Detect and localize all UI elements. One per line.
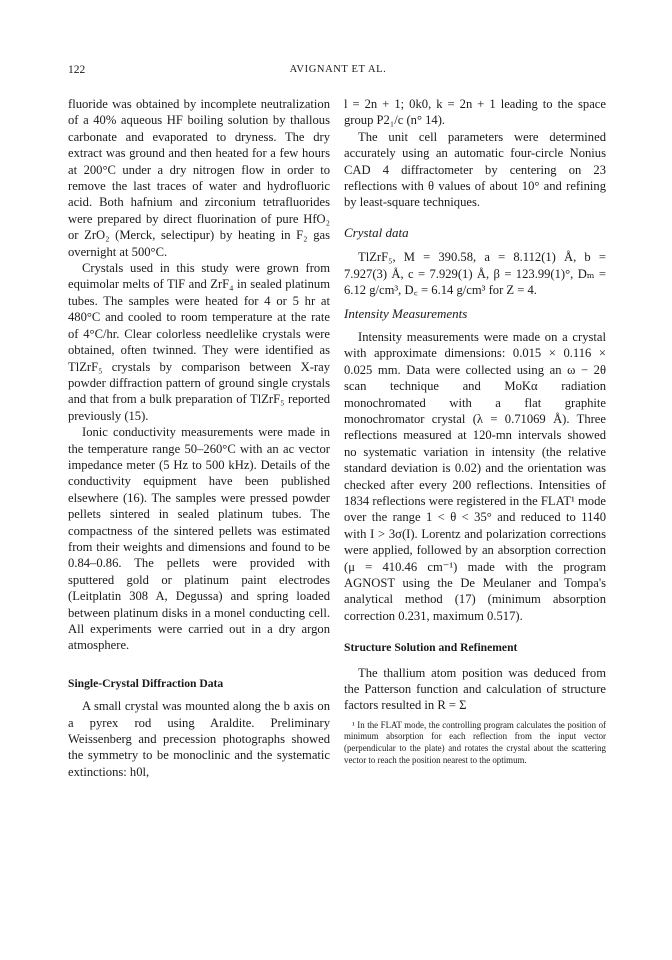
- right-column: [344, 96, 606, 766]
- paragraph-conductivity: Ionic conductivity measurements were made in the temperature range 50–260°C with an ac vector impedance meter (5 Hz to 500 kHz). Details of the conductivity equipment have been published elsewhere (16). The samples were pressed powder pellets sintered in sealed platinum tubes. The compactness of the sintered pellets was estimated from their weights and dimensions and found to be 0.84–0.86. The pellets were provided with sputtered gold or platinum paint electrodes (Leitplatin 308 A, Degussa) and spring loaded between platinum disks in a monel conducting cell. All experiments were carried out in a dry argon atmosphere.: [68, 425, 330, 653]
- paragraph-intensity: Intensity measurements were made on a crystal with approximate dimensions: 0.015 × 0.116 × 0.025 mm. Data were collected using an ω − 2θ scan technique and MoKα radiation monochromated with a flat graphite monochromator crystal (λ = 0.71069 Å). Three reflections measured at 120-mn intervals showed no systematic variation in intensity (the relative standard deviation is 0.02) and the orientation was checked after every 200 reflections. Intensities of 1834 reflections were registered in the FLAT¹ mode over the range 1 < θ < 35° and reduced to 1140 with I > 3σ(I). Lorentz and polarization corrections were applied, followed by an absorption correction (μ = 410.46 cm⁻¹) made with the program AGNOST using the De Meulaner and Tompa's analytical method (17) (minimum absorption correction 0.231, maximum 0.517).: [344, 329, 606, 623]
- running-head: AVIGNANT ET AL.: [289, 64, 387, 75]
- page-number: 122: [68, 64, 86, 76]
- section-heading-diffraction: Single-Crystal Diffraction Data: [68, 676, 224, 690]
- section-heading-structure: Structure Solution and Refinement: [344, 641, 518, 655]
- heading-crystal-data: Crystal data: [344, 224, 409, 240]
- left-column: [68, 96, 330, 780]
- paragraph-space-group: l = 2n + 1; 0k0, k = 2n + 1 leading to the space group P2₁/c (n° 14).: [344, 97, 606, 128]
- paragraph-crystal-growth: Crystals used in this study were grown from equimolar melts of TlF and ZrF₄ in sealed platinum tubes. The samples were heated for 4 or 5 hr at 480°C and cooled to room temperature at the rate of 4°C/hr. Clear colorless needlelike crystals were obtained, often twinned. They were identified as TlZrF₅ crystals by comparison between X-ray powder diffraction pattern of ground single crystals and that from a bulk preparation of TlZrF₅ reported previously (15).: [68, 261, 330, 423]
- paragraph-diffraction: A small crystal was mounted along the b axis on a pyrex rod using Araldite. Preliminary Weissenberg and precession photographs showed the symmetry to be monoclinic and the systematic extinctions: h0l,: [68, 699, 330, 779]
- heading-intensity-measurements: Intensity Measurements: [344, 306, 468, 322]
- footnote-flat-mode: ¹ In the FLAT mode, the controlling program calculates the position of minimum absorption for each reflection from the input vector (perpendicular to the plate) and rotates the crystal about the scattering vector to reach the position nearest to the optimum.: [344, 719, 606, 765]
- paragraph-structure: The thallium atom position was deduced from the Patterson function and calculation of structure factors resulted in R = Σ: [344, 665, 606, 713]
- paragraph-unit-cell: The unit cell parameters were determined accurately using an automatic four-circle Nonius CAD 4 diffractometer by centering on 23 reflections with θ values of about 10° and refining by least-square techniques.: [344, 129, 606, 210]
- page-header: [68, 64, 608, 80]
- crystal-data-values: TlZrF₅, M = 390.58, a = 8.112(1) Å, b = 7.927(3) Å, c = 7.929(1) Å, β = 123.99(1)°, Dₘ = 6.12 g/cm³, D꜀ = 6.14 g/cm³ for Z = 4.: [344, 250, 606, 298]
- paragraph-materials: fluoride was obtained by incomplete neutralization of a 40% aqueous HF boiling solution by thallous carbonate and evaporated to dryness. The dry extract was ground and then heated for a few hours at 200°C under a dry nitrogen flow in order to remove the last traces of water and hydrofluoric acid. Both hafnium and zirconium tetrafluorides were prepared by direct fluorination of pure HfO₂ or ZrO₂ (Merck, selectipur) by heating in F₂ gas overnight at 500°C.: [68, 97, 330, 259]
